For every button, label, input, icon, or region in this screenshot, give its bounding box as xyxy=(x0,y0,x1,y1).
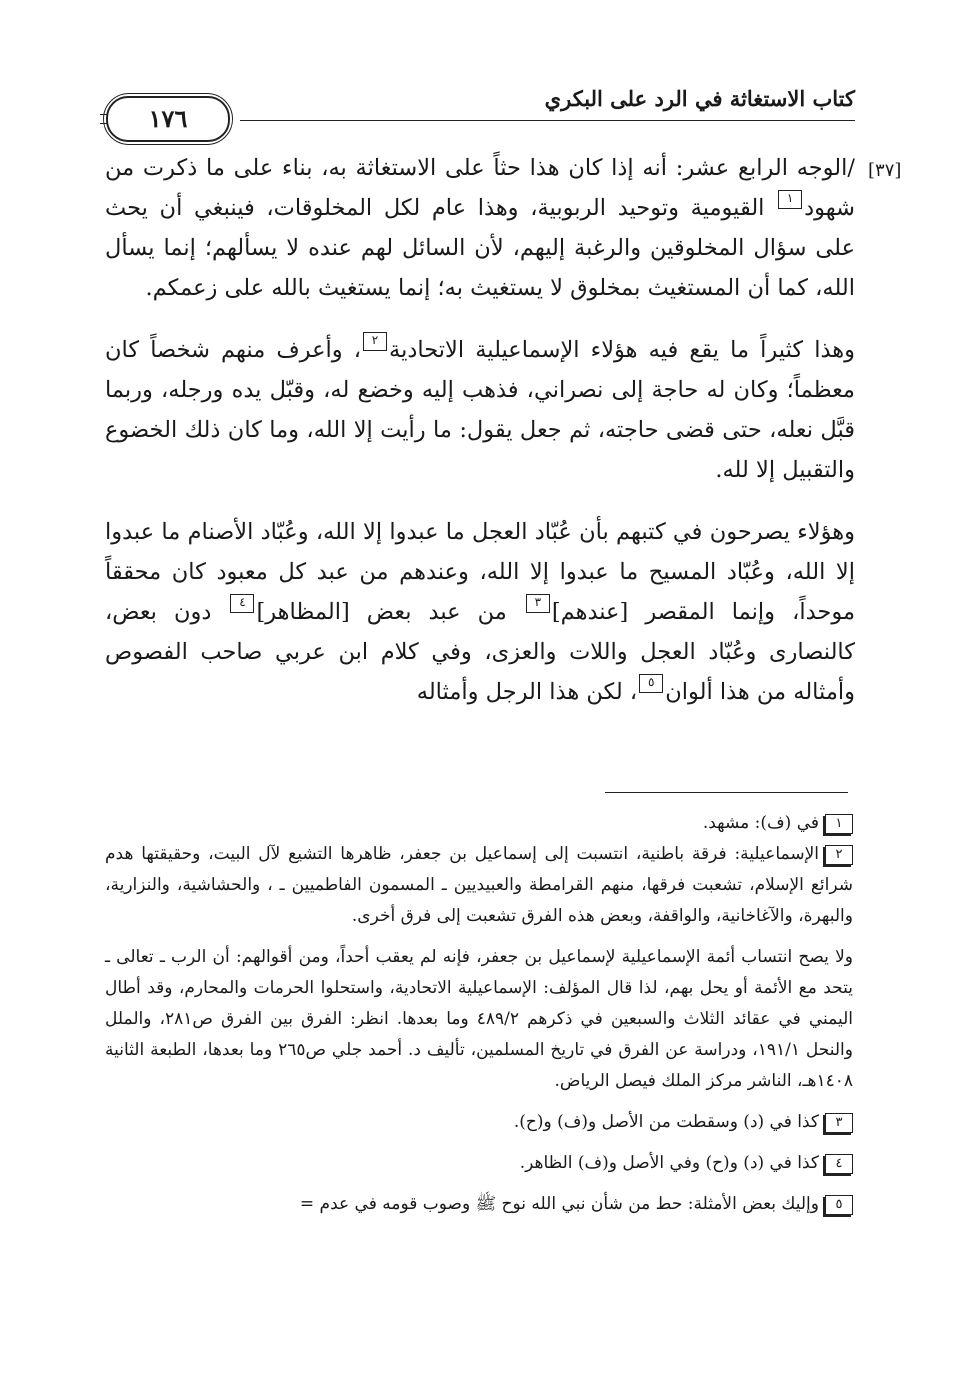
paragraph-2 xyxy=(105,330,855,490)
footnote-2 xyxy=(105,839,853,932)
book-title: كتاب الاستغاثة في الرد على البكري xyxy=(544,86,855,111)
footnote-number: ٢ xyxy=(825,845,853,865)
footnote-text: وإليك بعض الأمثلة: حط من شأن نبي الله نوح ﷺ وصوب قومه في عدم = xyxy=(299,1194,819,1214)
footnotes xyxy=(105,808,853,1220)
footnote-marker[interactable]: ٢ xyxy=(363,332,387,351)
paragraph-text: ، وأعرف منهم شخصاً كان معظماً؛ وكان له حاجة إلى نصراني، فذهب إليه وخضع له، وقبّل يده ورجله، وربما قبَّل نعله، حتى قضى حاجته، ثم جعل يقول: ما رأيت إلا الله، وما كان ذلك الخضوع والتقبيل إلا لله. xyxy=(105,337,855,483)
header-rule xyxy=(240,120,855,121)
page-number-badge xyxy=(106,96,230,142)
paragraph-text: وهؤلاء يصرحون في كتبهم بأن عُبّاد العجل ما عبدوا إلا الله، وعُبّاد الأصنام ما عبدوا إلا الله، وعُبّاد المسيح ما عبدوا إلا الله، وعندهم من عبد كل معبود كان محققاً موحداً، وإنما المقصر [عندهم] xyxy=(105,519,856,625)
manuscript-page-ref: [٣٧] xyxy=(868,160,902,181)
footnote-separator xyxy=(605,792,848,793)
paragraph-text: ، لكن هذا الرجل وأمثاله xyxy=(416,679,638,705)
page-number: ١٧٦ xyxy=(148,104,188,133)
footnote-number: ١ xyxy=(825,814,853,834)
page-header xyxy=(100,78,855,148)
footnote-text: الإسماعيلية: فرقة باطنية، انتسبت إلى إسماعيل بن جعفر، ظاهرها التشيع لآل البيت، وحقيقتها هدم شرائع الإسلام، تشعبت فرقها، منهم القرامطة والعبيديين ـ المسمون الفاطميين ـ ، والحشاشية، والنزارية، والبهرة، والآغاخانية، والواقفة، وبعض هذه الفرق تشعبت إلى فرق أخرى. xyxy=(105,844,853,926)
footnote-text: كذا في (د) و(ح) وفي الأصل و(ف) الظاهر. xyxy=(519,1153,819,1173)
main-text xyxy=(105,148,855,712)
footnote-2-continued xyxy=(105,942,853,1097)
footnote-text: كذا في (د) وسقطت من الأصل و(ف) و(ح). xyxy=(513,1112,819,1132)
footnote-number: ٤ xyxy=(825,1154,853,1174)
footnote-marker[interactable]: ١ xyxy=(778,190,802,209)
footnote-marker[interactable]: ٥ xyxy=(639,674,663,693)
paragraph-1 xyxy=(105,148,855,308)
footnote-number: ٣ xyxy=(825,1113,853,1133)
footnote-number: ٥ xyxy=(825,1195,853,1215)
footnote-text: في (ف): مشهد. xyxy=(702,813,819,833)
footnote-marker[interactable]: ٤ xyxy=(230,594,254,613)
footnote-3 xyxy=(105,1107,853,1138)
footnote-marker[interactable]: ٣ xyxy=(526,594,550,613)
paragraph-text: القيومية وتوحيد الربوبية، وهذا عام لكل المخلوقات، فينبغي أن يحث على سؤال المخلوقين والرغبة إليهم، لأن السائل لهم عنده لا يسألهم؛ إنما يسأل الله، كما أن المستغيث بمخلوق لا يستغيث به؛ إنما يستغيث بالله على زعمكم. xyxy=(105,195,855,301)
paragraph-text: /الوجه الرابع عشر: أنه إذا كان هذا حثاً على الاستغاثة به، بناء على ما ذكرت من شهود xyxy=(105,155,855,221)
paragraph-text: من عبد بعض [المظاهر] xyxy=(256,599,524,625)
paragraph-text: دون بعض، كالنصارى وعُبّاد العجل واللات والعزى، وفي كلام ابن عربي صاحب الفصوص وأمثاله من هذا ألوان xyxy=(105,599,855,705)
paragraph-text: وهذا كثيراً ما يقع فيه هؤلاء الإسماعيلية الاتحادية xyxy=(389,337,855,363)
page-number-frame xyxy=(103,93,233,145)
footnote-1 xyxy=(105,808,853,839)
footnote-4 xyxy=(105,1148,853,1179)
paragraph-3 xyxy=(105,512,855,712)
footnote-text: ولا يصح انتساب أئمة الإسماعيلية لإسماعيل بن جعفر، فإنه لم يعقب أحداً، ومن أقوالهم: أن الرب ـ تعالى ـ يتحد مع الأئمة أو يحل بهم، لذا قال المؤلف: الإسماعيلية الاتحادية، واستحلوا الحرمات والمحارم، وقد أطال اليمني في عقائد الثلاث والسبعين في ذكرهم ٤٨٩/٢ وما بعدها. انظر: الفرق بين الفرق ص٢٨١، والملل والنحل ١٩١/١، ودراسة عن الفرق في تاريخ المسلمين، تأليف د. أحمد جلي ص٢٦٥ وما بعدها، الطبعة الثانية ١٤٠٨هـ، الناشر مركز الملك فيصل الرياض. xyxy=(105,947,853,1091)
footnote-5 xyxy=(105,1189,853,1220)
